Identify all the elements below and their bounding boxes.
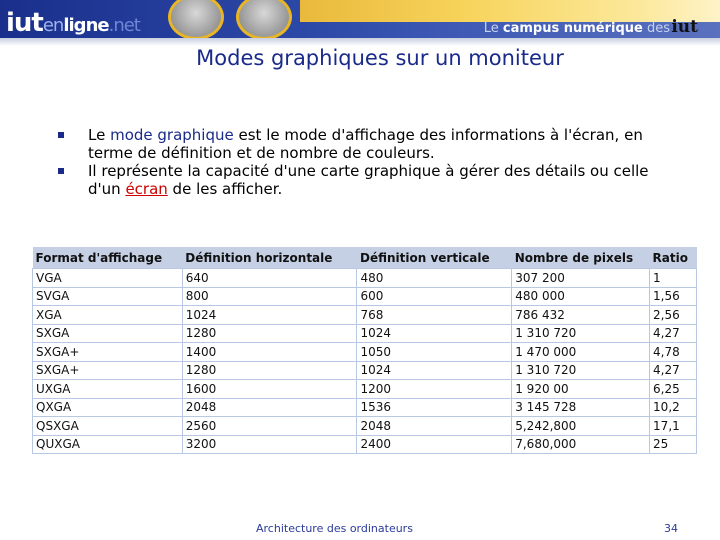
table-row: [33, 324, 697, 343]
table-cell: 480 000: [512, 287, 650, 306]
table-row: [33, 435, 697, 454]
table-cell: SXGA: [33, 324, 183, 343]
table-cell: 2,56: [650, 306, 697, 325]
table-cell: 480: [357, 269, 512, 288]
table-cell: QSXGA: [33, 417, 183, 436]
table-cell: 1280: [182, 361, 357, 380]
table-row: [33, 398, 697, 417]
table-cell: UXGA: [33, 380, 183, 399]
table-cell: SVGA: [33, 287, 183, 306]
logo-ligne: ligne: [63, 15, 109, 36]
table-cell: 2048: [182, 398, 357, 417]
site-logo[interactable]: [6, 8, 140, 38]
table-cell: 307 200: [512, 269, 650, 288]
table-cell: 1 310 720: [512, 361, 650, 380]
table-cell: VGA: [33, 269, 183, 288]
banner-photo: [236, 0, 292, 40]
link-mode-graphique[interactable]: mode graphique: [110, 126, 234, 144]
table-cell: 1050: [357, 343, 512, 362]
site-banner: [0, 0, 720, 40]
table-cell: 800: [182, 287, 357, 306]
display-modes-table: [32, 247, 697, 454]
bullet-item: Il représente la capacité d'une carte graphique à gérer des détails ou celle d'un écran de les afficher.: [58, 162, 658, 198]
iut-logo-mark: iut: [671, 17, 698, 37]
table-cell: 600: [357, 287, 512, 306]
table-cell: 786 432: [512, 306, 650, 325]
link-ecran[interactable]: écran: [125, 180, 168, 198]
banner-shadow: [0, 38, 720, 46]
bullet-icon: [58, 132, 64, 138]
table-cell: 1024: [182, 306, 357, 325]
slide-title: Modes graphiques sur un moniteur: [196, 46, 564, 70]
column-header: Nombre de pixels: [512, 247, 650, 269]
table-cell: 4,27: [650, 361, 697, 380]
table-row: [33, 417, 697, 436]
table-cell: QUXGA: [33, 435, 183, 454]
table-cell: 2048: [357, 417, 512, 436]
table-cell: 5,242,800: [512, 417, 650, 436]
table-cell: 4,78: [650, 343, 697, 362]
table-cell: 1024: [357, 324, 512, 343]
table-cell: 1 920 00: [512, 380, 650, 399]
table-cell: 2560: [182, 417, 357, 436]
table-row: [33, 343, 697, 362]
footer-text: Architecture des ordinateurs: [256, 522, 413, 535]
table-row: [33, 361, 697, 380]
logo-en: en: [42, 15, 64, 36]
page-number: 34: [664, 522, 678, 535]
table-cell: SXGA+: [33, 361, 183, 380]
table-cell: 1 470 000: [512, 343, 650, 362]
table-header-row: [33, 247, 697, 269]
table-cell: 25: [650, 435, 697, 454]
table-cell: 10,2: [650, 398, 697, 417]
table-cell: 1,56: [650, 287, 697, 306]
column-header: Définition horizontale: [182, 247, 357, 269]
logo-iut: iut: [6, 8, 43, 38]
banner-photo: [168, 0, 224, 40]
table-cell: 3 145 728: [512, 398, 650, 417]
bullet-list: [58, 126, 658, 198]
banner-tagline: Le campus numérique des: [483, 21, 670, 36]
table-row: [33, 306, 697, 325]
table-cell: 1280: [182, 324, 357, 343]
column-header: Ratio: [650, 247, 697, 269]
table-cell: 1024: [357, 361, 512, 380]
table-cell: 4,27: [650, 324, 697, 343]
banner-photo-strip: [300, 0, 720, 22]
table-cell: 1400: [182, 343, 357, 362]
table-cell: 768: [357, 306, 512, 325]
table-cell: 7,680,000: [512, 435, 650, 454]
table-row: [33, 269, 697, 288]
column-header: Format d'affichage: [33, 247, 183, 269]
table-cell: 1200: [357, 380, 512, 399]
table-cell: 2400: [357, 435, 512, 454]
table-cell: SXGA+: [33, 343, 183, 362]
table-cell: 3200: [182, 435, 357, 454]
bullet-item: Le mode graphique est le mode d'affichage des informations à l'écran, en terme de définition et de nombre de couleurs.: [58, 126, 658, 162]
table-cell: XGA: [33, 306, 183, 325]
table-cell: 6,25: [650, 380, 697, 399]
column-header: Définition verticale: [357, 247, 512, 269]
table-cell: 1: [650, 269, 697, 288]
logo-net: .net: [108, 15, 140, 36]
bullet-icon: [58, 168, 64, 174]
table-cell: 1600: [182, 380, 357, 399]
table-cell: 1 310 720: [512, 324, 650, 343]
table-cell: 1536: [357, 398, 512, 417]
table-cell: QXGA: [33, 398, 183, 417]
table-row: [33, 287, 697, 306]
table-cell: 640: [182, 269, 357, 288]
table-cell: 17,1: [650, 417, 697, 436]
table-row: [33, 380, 697, 399]
